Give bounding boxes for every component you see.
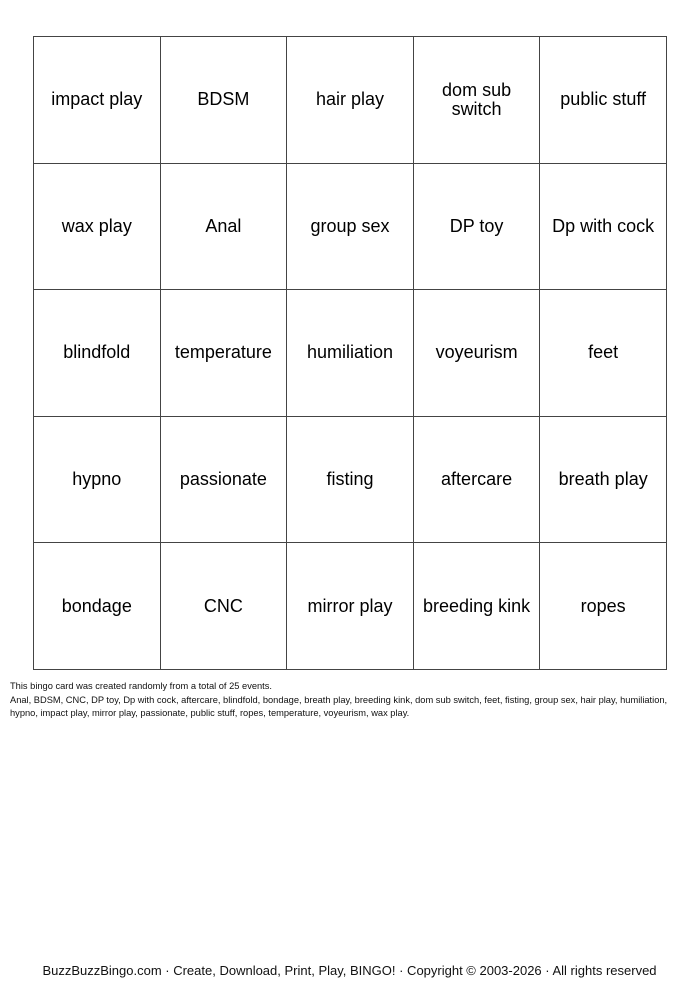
bingo-cell: breeding kink: [413, 543, 540, 670]
bingo-cell: DP toy: [413, 163, 540, 290]
bingo-row: [34, 543, 667, 670]
card-info-summary: This bingo card was created randomly from a total of 25 events.: [10, 681, 272, 691]
bingo-row: [34, 37, 667, 164]
bingo-cell: wax play: [34, 163, 161, 290]
bingo-cell: mirror play: [287, 543, 414, 670]
bingo-cell: feet: [540, 290, 667, 417]
bingo-cell: group sex: [287, 163, 414, 290]
card-info: [10, 680, 690, 721]
bingo-row: [34, 290, 667, 417]
bingo-cell: hypno: [34, 416, 161, 543]
bingo-cell: CNC: [160, 543, 287, 670]
page-footer: BuzzBuzzBingo.com · Create, Download, Print, Play, BINGO! · Copyright © 2003-2026 · All rights reserved: [42, 963, 657, 978]
card-info-events-list: Anal, BDSM, CNC, DP toy, Dp with cock, aftercare, blindfold, bondage, breath play, breeding kink, dom sub switch, feet, fisting, group sex, hair play, humiliation, hypno, impact play, mirror play, passionate, public stuff, ropes, temperature, voyeurism, wax play.: [10, 694, 668, 718]
bingo-cell: Anal: [160, 163, 287, 290]
bingo-card-grid: [33, 36, 667, 670]
bingo-cell: fisting: [287, 416, 414, 543]
bingo-cell: breath play: [540, 416, 667, 543]
bingo-cell: blindfold: [34, 290, 161, 417]
bingo-cell: hair play: [287, 37, 414, 164]
bingo-cell: voyeurism: [413, 290, 540, 417]
bingo-cell: BDSM: [160, 37, 287, 164]
bingo-cell: impact play: [34, 37, 161, 164]
bingo-cell: humiliation: [287, 290, 414, 417]
bingo-row: [34, 163, 667, 290]
bingo-cell: ropes: [540, 543, 667, 670]
bingo-cell: aftercare: [413, 416, 540, 543]
bingo-row: [34, 416, 667, 543]
bingo-cell: dom sub switch: [413, 37, 540, 164]
bingo-cell: public stuff: [540, 37, 667, 164]
bingo-cell: temperature: [160, 290, 287, 417]
bingo-cell: passionate: [160, 416, 287, 543]
bingo-cell: Dp with cock: [540, 163, 667, 290]
bingo-cell: bondage: [34, 543, 161, 670]
